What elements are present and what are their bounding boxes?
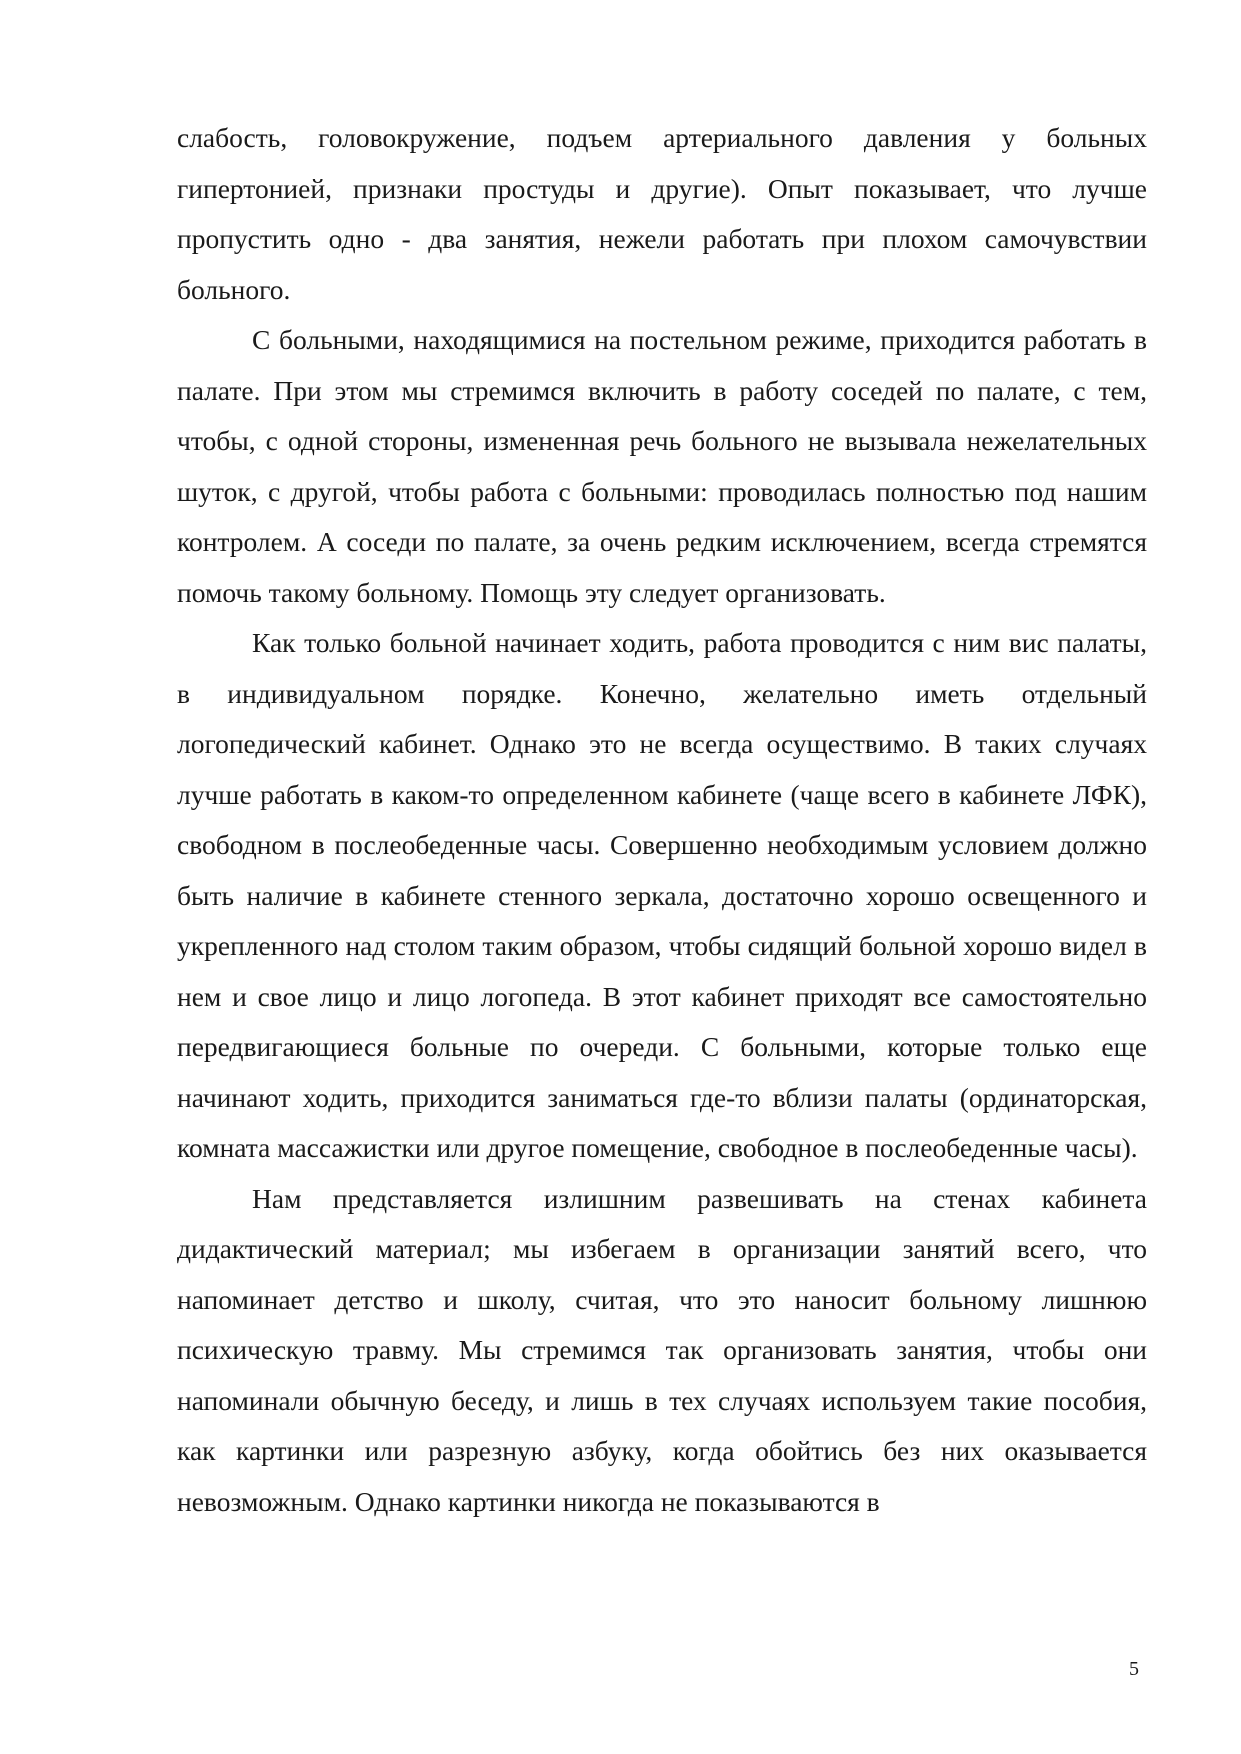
page-number: 5 <box>1129 1658 1139 1680</box>
paragraph: Нам представляется излишним развешивать на стенах кабинета дидактический материал; мы избегаем в организации занятий всего, что напоминает детство и школу, считая, что это наносит больному лишнюю психическую травму. Мы стремимся так организовать занятия, чтобы они напоминали обычную беседу, и лишь в тех случаях используем такие пособия, как картинки или разрезную азбуку, когда обойтись без них оказывается невозможным. Однако картинки никогда не показываются в <box>177 1182 1147 1517</box>
body-text <box>177 113 1147 1527</box>
paragraph-continued: слабость, головокружение, подъем артериального давления у больных гипертонией, признаки простуды и другие). Опыт показывает, что лучше пропустить одно - два занятия, нежели работать при плохом самочувствии больного. <box>177 122 1147 305</box>
paragraph: С больными, находящимися на постельном режиме, приходится работать в палате. При этом мы стремимся включить в работу соседей по палате, с тем, чтобы, с одной стороны, измененная речь больного не вызывала нежелательных шуток, с другой, чтобы работа с больными: проводилась полностью под нашим контролем. А соседи по палате, за очень редким исключением, всегда стремятся помочь такому больному. Помощь эту следует организовать. <box>177 324 1147 608</box>
paragraph: Как только больной начинает ходить, работа проводится с ним вис палаты, в индивидуальном порядке. Конечно, желательно иметь отдельный логопедический кабинет. Однако это не всегда осуществимо. В таких случаях лучше работать в каком-то определенном кабинете (чаще всего в кабинете ЛФК), свободном в послеобеденные часы. Совершенно необходимым условием должно быть наличие в кабинете стенного зеркала, достаточно хорошо освещенного и укрепленного над столом таким образом, чтобы сидящий больной хорошо видел в нем и свое лицо и лицо логопеда. В этот кабинет приходят все самостоятельно передвигающиеся больные по очереди. С больными, которые только еще начинают ходить, приходится заниматься где-то вблизи палаты (ординаторская, комната массажистки или другое помещение, свободное в послеобеденные часы). <box>177 627 1147 1163</box>
